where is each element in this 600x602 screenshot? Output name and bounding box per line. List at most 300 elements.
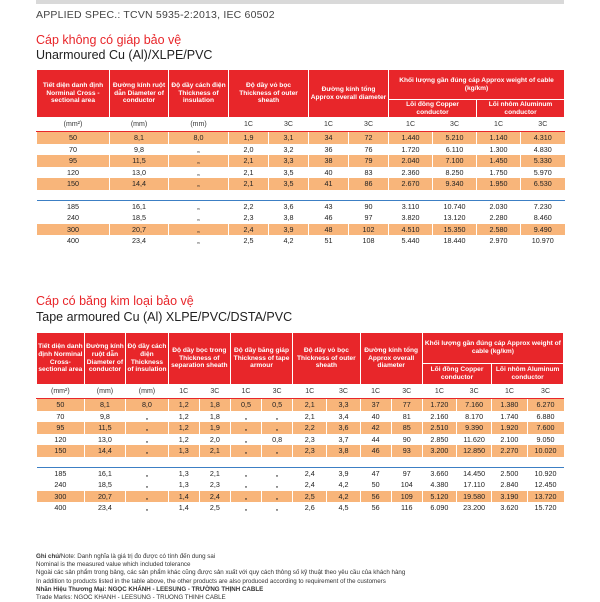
table-row xyxy=(37,155,565,167)
table-cell: „ xyxy=(230,467,261,479)
table-cell: 9,8 xyxy=(84,411,125,423)
table-cell: 97 xyxy=(349,212,389,224)
table-cell: 10.970 xyxy=(521,235,565,247)
table-cell: 18,5 xyxy=(84,479,125,491)
table-cell: 300 xyxy=(37,491,85,503)
unit-cell: 1C xyxy=(422,385,456,399)
table-cell: 50 xyxy=(37,399,85,411)
unit-cell: (mm) xyxy=(110,118,169,132)
table-cell: „ xyxy=(126,502,169,514)
table-cell: 12.850 xyxy=(457,445,492,457)
unit-cell: 1C xyxy=(492,385,527,399)
table-cell: 18,5 xyxy=(110,212,169,224)
table-cell: 4.830 xyxy=(521,144,565,156)
table-cell: 56 xyxy=(360,491,391,503)
table-cell: 50 xyxy=(360,479,391,491)
table-cell: „ xyxy=(169,235,229,247)
table-cell: 6.880 xyxy=(527,411,563,423)
table-cell: 2.500 xyxy=(492,467,527,479)
table-cell: 2,1 xyxy=(293,411,327,423)
table-cell: 2,4 xyxy=(293,467,327,479)
unit-cell: 1C xyxy=(230,385,261,399)
table-cell: 1,8 xyxy=(199,411,230,423)
unit-cell: 3C xyxy=(433,118,477,132)
table-cell: 16,1 xyxy=(84,467,125,479)
table-cell: 6.270 xyxy=(527,399,563,411)
unit-cell: 3C xyxy=(527,385,563,399)
gap-cell xyxy=(37,190,565,201)
table-cell: 1.720 xyxy=(422,399,456,411)
table-cell: 18.440 xyxy=(433,235,477,247)
unit-cell: 1C xyxy=(389,118,433,132)
table-cell: 2,1 xyxy=(293,399,327,411)
table-cell: 3,4 xyxy=(327,411,360,423)
table-cell: 2,4 xyxy=(293,479,327,491)
table-cell: 6.090 xyxy=(422,502,456,514)
unit-cell: 3C xyxy=(199,385,230,399)
table-cell: „ xyxy=(262,411,293,423)
table-cell: 3,8 xyxy=(269,212,309,224)
table-cell: 40 xyxy=(309,167,349,179)
header2-separation-sheath: Độ dầy bọc trong Thickness of separation sheath xyxy=(168,333,230,385)
table-cell: „ xyxy=(230,411,261,423)
table-cell: 3.200 xyxy=(422,445,456,457)
table-cell: 3,3 xyxy=(327,399,360,411)
table-cell: 2,1 xyxy=(199,445,230,457)
note-line-5: Nhãn Hiệu Thương Mại: NGỌC KHÁNH - LEESUNG - TRƯỜNG THỊNH CABLE xyxy=(36,585,264,593)
table-cell: 23.200 xyxy=(457,502,492,514)
table-cell: „ xyxy=(262,422,293,434)
table-cell: 4.380 xyxy=(422,479,456,491)
table-row xyxy=(37,411,564,423)
table-cell: 300 xyxy=(37,224,110,236)
note-line-1: Note: Danh nghĩa là giá trị đo được có tính đến dung sai xyxy=(60,553,216,560)
table-cell: 2.850 xyxy=(422,434,456,446)
unit-cell: 1C xyxy=(477,118,521,132)
table-row xyxy=(37,235,565,247)
table-cell: 46 xyxy=(309,212,349,224)
table-row xyxy=(37,479,564,491)
table-cell: 14,4 xyxy=(84,445,125,457)
table-cell: „ xyxy=(169,212,229,224)
table-cell: „ xyxy=(262,479,293,491)
applied-spec: APPLIED SPEC.: TCVN 5935-2:2013, IEC 60502 xyxy=(36,9,275,21)
table-cell: 34 xyxy=(309,132,349,144)
header-aluminum: Lõi nhôm Aluminum conductor xyxy=(477,100,565,118)
header2-cable-weight: Khối lượng gần đúng cáp Approx weight of cable (kg/km) xyxy=(422,333,563,364)
table-cell: 70 xyxy=(37,144,110,156)
table-cell: „ xyxy=(126,434,169,446)
table-cell: 116 xyxy=(391,502,422,514)
unit-cell: 1C xyxy=(293,385,327,399)
table-row xyxy=(37,445,564,457)
table-cell: „ xyxy=(126,422,169,434)
table-cell: „ xyxy=(169,200,229,212)
table-cell: 93 xyxy=(391,445,422,457)
table-cell: 0,5 xyxy=(262,399,293,411)
table-cell: 44 xyxy=(360,434,391,446)
table-cell: 51 xyxy=(309,235,349,247)
table-cell: 1.440 xyxy=(389,132,433,144)
notes xyxy=(36,553,405,602)
section2-subtitle: Tape armoured Cu (Al) XLPE/PVC/DSTA/PVC xyxy=(36,310,293,324)
table-cell: „ xyxy=(126,479,169,491)
table-cell: 2.030 xyxy=(477,200,521,212)
note-line-4: In addition to products listed in the table above, the other products are also produced according to requirement of the customers xyxy=(36,577,386,585)
table-cell: 3.660 xyxy=(422,467,456,479)
table-cell: 90 xyxy=(349,200,389,212)
table-cell: 2,1 xyxy=(229,178,269,190)
table-cell: 3,5 xyxy=(269,178,309,190)
table-cell: 1.300 xyxy=(477,144,521,156)
table-cell: 109 xyxy=(391,491,422,503)
table-cell: „ xyxy=(169,178,229,190)
table-cell: 2,5 xyxy=(293,491,327,503)
header2-cross-section: Tiết diện danh định Norminal Cross-sectional area xyxy=(37,333,85,385)
table-cell: 1.450 xyxy=(477,155,521,167)
table-cell: „ xyxy=(230,422,261,434)
gap-cell xyxy=(37,457,564,468)
unit-cell: 3C xyxy=(262,385,293,399)
table-cell: 5.120 xyxy=(422,491,456,503)
table-cell: 2,3 xyxy=(199,479,230,491)
table-cell: 1,2 xyxy=(168,434,199,446)
table-cell: 1.920 xyxy=(492,422,527,434)
table-row xyxy=(37,200,565,212)
table-cell: 1.380 xyxy=(492,399,527,411)
table-cell: 11,5 xyxy=(110,155,169,167)
section1-title: Cáp không có giáp bảo vệ xyxy=(36,33,182,47)
table-cell: 8.250 xyxy=(433,167,477,179)
table-cell: „ xyxy=(262,467,293,479)
table-cell: 72 xyxy=(349,132,389,144)
table-cell: „ xyxy=(230,502,261,514)
table-cell: 7.600 xyxy=(527,422,563,434)
table-cell: 3,1 xyxy=(269,132,309,144)
units-row xyxy=(37,385,564,399)
header-conductor-diameter: Đường kính ruột dẫn Diameter of conductor xyxy=(110,70,169,118)
table-row xyxy=(37,178,565,190)
top-divider xyxy=(36,0,564,4)
table-cell: 1,8 xyxy=(199,399,230,411)
table-cell: 2,2 xyxy=(229,200,269,212)
table-cell: 1,2 xyxy=(168,399,199,411)
table-cell: 400 xyxy=(37,235,110,247)
table-cell: 120 xyxy=(37,434,85,446)
table-cell: 0,5 xyxy=(230,399,261,411)
table-row xyxy=(37,144,565,156)
table-cell: 2.670 xyxy=(389,178,433,190)
table-cell: 46 xyxy=(360,445,391,457)
table-cell: 102 xyxy=(349,224,389,236)
table-cell: 6.110 xyxy=(433,144,477,156)
header2-overall-diameter: Đường kính tổng Approx overall diameter xyxy=(360,333,422,385)
header-cable-weight: Khối lượng gần đúng cáp Approx weight of cable (kg/km) xyxy=(389,70,565,100)
unit-cell: 1C xyxy=(229,118,269,132)
table-cell: 14.450 xyxy=(457,467,492,479)
table-cell: 9.390 xyxy=(457,422,492,434)
table-cell: 3,9 xyxy=(269,224,309,236)
unit-cell: (mm) xyxy=(84,385,125,399)
table-cell: 90 xyxy=(391,434,422,446)
table-cell: 108 xyxy=(349,235,389,247)
table-cell: 1.950 xyxy=(477,178,521,190)
table-cell: 13.120 xyxy=(433,212,477,224)
note-label: Ghi chú/ xyxy=(36,553,61,560)
table-cell: 85 xyxy=(391,422,422,434)
table-cell: 1,9 xyxy=(199,422,230,434)
table-cell: 2,3 xyxy=(293,445,327,457)
table-cell: „ xyxy=(169,167,229,179)
table-cell: 1,3 xyxy=(168,479,199,491)
table-cell: „ xyxy=(262,491,293,503)
header-insulation-thickness: Độ dầy cách điện Thickness of insulation xyxy=(169,70,229,118)
table-cell: 76 xyxy=(349,144,389,156)
table-cell: 4,2 xyxy=(327,491,360,503)
table-cell: „ xyxy=(126,467,169,479)
table-cell: 11,5 xyxy=(84,422,125,434)
table-cell: 4,2 xyxy=(327,479,360,491)
table-row xyxy=(37,399,564,411)
table-cell: 3.110 xyxy=(389,200,433,212)
table-cell: 7.100 xyxy=(433,155,477,167)
table-cell: 50 xyxy=(37,132,110,144)
table-cell: 6.530 xyxy=(521,178,565,190)
table-cell: 1.720 xyxy=(389,144,433,156)
header-outer-sheath: Độ dầy vỏ bọc Thickness of outer sheath xyxy=(229,70,309,118)
table-cell: „ xyxy=(230,491,261,503)
table-cell: 70 xyxy=(37,411,85,423)
table-cell: 4.510 xyxy=(389,224,433,236)
table-cell: 7.160 xyxy=(457,399,492,411)
table-cell: 1.140 xyxy=(477,132,521,144)
header-overall-diameter: Đường kính tổng Approx overall diameter xyxy=(309,70,389,118)
table-cell: 13,0 xyxy=(110,167,169,179)
table-cell: „ xyxy=(262,502,293,514)
table-cell: 47 xyxy=(360,467,391,479)
table-cell: 9,8 xyxy=(110,144,169,156)
table-cell: „ xyxy=(230,479,261,491)
table-cell: 83 xyxy=(349,167,389,179)
table-cell: 38 xyxy=(309,155,349,167)
table-row xyxy=(37,167,565,179)
table-cell: 3,6 xyxy=(269,200,309,212)
table-cell: 1,4 xyxy=(168,502,199,514)
table-cell: 240 xyxy=(37,479,85,491)
table-cell: 2,4 xyxy=(199,491,230,503)
table-cell: 15.720 xyxy=(527,502,563,514)
table-cell: 8,0 xyxy=(126,399,169,411)
table-cell: 9.340 xyxy=(433,178,477,190)
table-cell: 5.210 xyxy=(433,132,477,144)
table-cell: 37 xyxy=(360,399,391,411)
unit-cell: 1C xyxy=(360,385,391,399)
table-cell: „ xyxy=(262,445,293,457)
table-cell: 8,0 xyxy=(169,132,229,144)
header2-aluminum: Lõi nhôm Aluminum conductor xyxy=(492,364,564,385)
table-cell: 2.510 xyxy=(422,422,456,434)
table-cell: 4,2 xyxy=(269,235,309,247)
table-cell: 8,1 xyxy=(84,399,125,411)
table-cell: „ xyxy=(169,144,229,156)
table-cell: 1,2 xyxy=(168,411,199,423)
table-cell: 14,4 xyxy=(110,178,169,190)
table-cell: 3,3 xyxy=(269,155,309,167)
table-cell: 2,1 xyxy=(199,467,230,479)
table-cell: 97 xyxy=(391,467,422,479)
unit-cell: (mm) xyxy=(169,118,229,132)
table-cell: 2.280 xyxy=(477,212,521,224)
table-cell: 36 xyxy=(309,144,349,156)
table-cell: 2.840 xyxy=(492,479,527,491)
note-line-3: Ngoài các sản phẩm trong bảng, các sản phẩm khác cũng được sản xuất với quy cách thông số kỹ thuật theo yêu cầu của khách hàng xyxy=(36,569,406,577)
table-cell: 104 xyxy=(391,479,422,491)
unit-cell: 3C xyxy=(349,118,389,132)
table-cell: 12.450 xyxy=(527,479,563,491)
table-cell: 9.050 xyxy=(527,434,563,446)
table-cell: 56 xyxy=(360,502,391,514)
table-cell: 120 xyxy=(37,167,110,179)
table-cell: 17.110 xyxy=(457,479,492,491)
section1-subtitle: Unarmoured Cu (Al)/XLPE/PVC xyxy=(36,48,213,62)
table-cell: 400 xyxy=(37,502,85,514)
table-cell: 2.160 xyxy=(422,411,456,423)
unit-cell: 3C xyxy=(521,118,565,132)
table-cell: 41 xyxy=(309,178,349,190)
table-row xyxy=(37,434,564,446)
table-cell: 3,8 xyxy=(327,445,360,457)
table-cell: 3,2 xyxy=(269,144,309,156)
table-cell: 2.970 xyxy=(477,235,521,247)
table-cell: „ xyxy=(126,411,169,423)
unit-cell: 3C xyxy=(269,118,309,132)
header-cross-section: Tiết diện danh định Norminal Cross -sectional area xyxy=(37,70,110,118)
table-cell: 95 xyxy=(37,422,85,434)
header2-outer-sheath: Độ dầy vỏ bọc Thickness of outer sheath xyxy=(293,333,360,385)
row-gap xyxy=(37,190,565,201)
table-row xyxy=(37,467,564,479)
table-cell: 8.460 xyxy=(521,212,565,224)
table-cell: 1,3 xyxy=(168,467,199,479)
table-cell: 9.490 xyxy=(521,224,565,236)
table-cell: 5.970 xyxy=(521,167,565,179)
header-copper: Lõi đồng Copper conductor xyxy=(389,100,477,118)
table-cell: 2,3 xyxy=(293,434,327,446)
note-line-6: Trade Marks: NGOC KHANH - LEESUNG - TRUONG THINH CABLE xyxy=(36,594,226,602)
table-cell: 4,5 xyxy=(327,502,360,514)
table-cell: 2.360 xyxy=(389,167,433,179)
table-cell: 1,4 xyxy=(168,491,199,503)
table-cell: 240 xyxy=(37,212,110,224)
table-cell: 2,0 xyxy=(229,144,269,156)
table-cell: 8.170 xyxy=(457,411,492,423)
table-cell: 3,6 xyxy=(327,422,360,434)
table-cell: 77 xyxy=(391,399,422,411)
table-cell: 8,1 xyxy=(110,132,169,144)
table-cell: 2,0 xyxy=(199,434,230,446)
table-cell: „ xyxy=(169,155,229,167)
table-cell: „ xyxy=(230,445,261,457)
table-cell: 150 xyxy=(37,445,85,457)
table-cell: 2,6 xyxy=(293,502,327,514)
table-cell: 5.330 xyxy=(521,155,565,167)
table-row xyxy=(37,491,564,503)
table-cell: 10.020 xyxy=(527,445,563,457)
table-row xyxy=(37,212,565,224)
table-cell: 95 xyxy=(37,155,110,167)
table-cell: 42 xyxy=(360,422,391,434)
table-cell: 13,0 xyxy=(84,434,125,446)
table-cell: 23,4 xyxy=(110,235,169,247)
table-cell: 48 xyxy=(309,224,349,236)
table-cell: 4.310 xyxy=(521,132,565,144)
table-cell: „ xyxy=(230,434,261,446)
table-cell: 2,4 xyxy=(229,224,269,236)
table-cell: 20,7 xyxy=(110,224,169,236)
table-cell: 3,9 xyxy=(327,467,360,479)
table-cell: 16,1 xyxy=(110,200,169,212)
table-cell: 40 xyxy=(360,411,391,423)
table-cell: 2,1 xyxy=(229,167,269,179)
table-cell: 79 xyxy=(349,155,389,167)
unit-cell: 1C xyxy=(168,385,199,399)
table-row xyxy=(37,132,565,144)
table-cell: 20,7 xyxy=(84,491,125,503)
table-cell: 13.720 xyxy=(527,491,563,503)
table-cell: 185 xyxy=(37,467,85,479)
table-row xyxy=(37,502,564,514)
header2-copper: Lõi đồng Copper conductor xyxy=(422,364,491,385)
table-cell: 185 xyxy=(37,200,110,212)
unit-cell: (mm²) xyxy=(37,118,110,132)
table-cell: 2,1 xyxy=(229,155,269,167)
table-cell: 3,5 xyxy=(269,167,309,179)
header2-tape-armour: Độ dầy băng giáp Thickness of tape armour xyxy=(230,333,292,385)
table-cell: 7.230 xyxy=(521,200,565,212)
table-cell: 2,5 xyxy=(229,235,269,247)
table-cell: 1,9 xyxy=(229,132,269,144)
table-cell: „ xyxy=(169,224,229,236)
table-cell: 2,2 xyxy=(293,422,327,434)
table-cell: 1,2 xyxy=(168,422,199,434)
table-cell: „ xyxy=(126,491,169,503)
unit-cell: (mm²) xyxy=(37,385,85,399)
table-cell: 2.580 xyxy=(477,224,521,236)
units-row xyxy=(37,118,565,132)
table-cell: 15.350 xyxy=(433,224,477,236)
table-row xyxy=(37,422,564,434)
table-cell: 10.740 xyxy=(433,200,477,212)
table-cell: 3.620 xyxy=(492,502,527,514)
header2-conductor-diameter: Đường kính ruột dẫn Diameter of conductor xyxy=(84,333,125,385)
table-cell: 3.190 xyxy=(492,491,527,503)
table-cell: 43 xyxy=(309,200,349,212)
row-gap xyxy=(37,457,564,468)
table-cell: 0,8 xyxy=(262,434,293,446)
unit-cell: 1C xyxy=(309,118,349,132)
table-cell: 3.820 xyxy=(389,212,433,224)
table-cell: 86 xyxy=(349,178,389,190)
header2-insulation-thickness: Độ dầy cách điện Thickness of insulation xyxy=(126,333,169,385)
table-cell: 2.100 xyxy=(492,434,527,446)
table-cell: 2,5 xyxy=(199,502,230,514)
table-cell: 23,4 xyxy=(84,502,125,514)
unit-cell: 3C xyxy=(391,385,422,399)
table-cell: 19.580 xyxy=(457,491,492,503)
unit-cell: 3C xyxy=(457,385,492,399)
table-cell: 10.920 xyxy=(527,467,563,479)
table-cell: 1,3 xyxy=(168,445,199,457)
